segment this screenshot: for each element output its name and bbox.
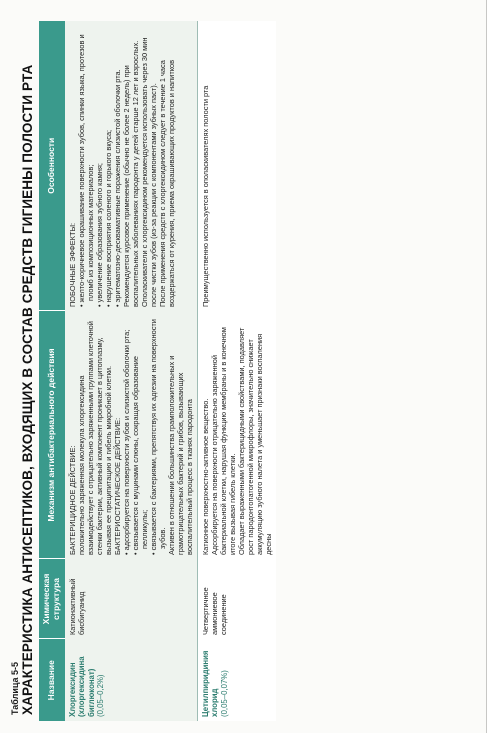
cell-mechanism [65, 311, 198, 559]
drug-concentration: (0,05–0,07%) [219, 670, 229, 717]
mechanism-text: Активен в отношении большинства грамположительных и грамотрицательных бактерий и грибов, вызывающих воспалительный процесс в тканях пародонта [166, 355, 194, 555]
features-text: Ополаскиватели с хлоргексидином рекомендуется использовать через 30 мин после чистки зубов (из-за реакции с компонентами зубных паст). [139, 37, 158, 307]
features-heading: ПОБОЧНЫЕ ЭФФЕКТЫ: [67, 222, 77, 307]
table-title: ХАРАКТЕРИСТИКА АНТИСЕПТИКОВ, ВХОДЯЩИХ В СОСТАВ СРЕДСТВ ГИГИЕНЫ ПОЛОСТИ РТА [20, 64, 35, 715]
table-label: Таблица 5-5 [10, 661, 20, 715]
cell-structure: Катионактивный бисбигуанид [65, 559, 198, 639]
list-item: • связывается с бактериями, препятствуя их адгезии на поверхности зубов. [149, 315, 167, 555]
mechanism-heading: БАКТЕРИЦИДНОЕ ДЕЙСТВИЕ: [67, 445, 77, 555]
features-list [77, 25, 122, 307]
drug-name: Хлоргексидин (хлоргексидина биглюконат) [67, 656, 96, 717]
header-name: Название [39, 639, 65, 721]
drug-name: Цетилпиридиния хлорид [200, 650, 220, 717]
features-text: Преимущественно используется в ополаскивателях полости рта [200, 85, 210, 307]
header-structure: Химическая структура [39, 559, 65, 639]
cell-mechanism [197, 311, 276, 559]
cell-structure: Четвертичное аммониевое соединение [197, 559, 276, 639]
list-item: • связывается с муцинами слюны, сокращая образование пелликулы; [131, 315, 149, 555]
table-container [8, 21, 276, 721]
cell-name [65, 639, 198, 721]
antiseptics-table [39, 21, 276, 721]
table-header-row [39, 21, 65, 721]
list-item: • увеличение образования зубного камня; [95, 25, 104, 307]
cell-name [197, 639, 276, 721]
mechanism-text: Адсорбируется на поверхности отрицательно заряженной бактериальной клетки, нарушая функцию мембраны и в конечном итоге вызывая гибель клетки. [210, 327, 238, 555]
mechanism-text: положительно заряженная молекула хлоргексидина взаимодействует с отрицательно заряженными группами клеточной стенки бактерии, активный компонент проникает в цитоплазму, вызывая ее преципитацию и гибель микробной клетки. [76, 321, 113, 555]
drug-concentration: (0,05–0,2%) [96, 674, 106, 717]
table-row [197, 21, 276, 721]
list-item: • желто-коричневое окрашивание поверхности зубов, спинки языка, протезов и пломб из композиционных материалов; [77, 25, 95, 307]
features-text: После применения средств с хлоргексидином следует в течение 1 часа воздержаться от курения, приема окрашивающих продуктов и напитков [157, 59, 176, 307]
table-row [65, 21, 198, 721]
list-item: • адсорбируется на поверхности зубов и слизистой оболочки рта; [122, 315, 131, 555]
cell-features [65, 21, 198, 311]
header-mechanism: Механизм антибактериального действия [39, 311, 65, 559]
mechanism-heading: БАКТЕРИОСТАТИЧЕСКОЕ ДЕЙСТВИЕ: [112, 417, 122, 555]
mechanism-text: Обладает выраженными бактерицидными свойствами, подавляет рост пародонтопатогенной микрофлоры, значительно снижает аккумуляцию зубного налета и уменьшает признаки воспаления десны [237, 327, 274, 555]
header-features: Особенности [39, 21, 65, 311]
features-text: Рекомендуется курсовое применение (обычно не более 2 недель) при воспалительных заболеваниях пародонта у детей старше 12 лет и взрослых. [121, 40, 140, 307]
list-item: • нарушение восприятия соленого и горького вкуса; [104, 25, 113, 307]
mechanism-list [122, 315, 167, 555]
mechanism-text: Катионное поверхностно-активное вещество. [200, 398, 210, 555]
cell-features [197, 21, 276, 311]
list-item: • эритематозно-десквамативные поражения слизистой оболочки рта. [113, 25, 122, 307]
